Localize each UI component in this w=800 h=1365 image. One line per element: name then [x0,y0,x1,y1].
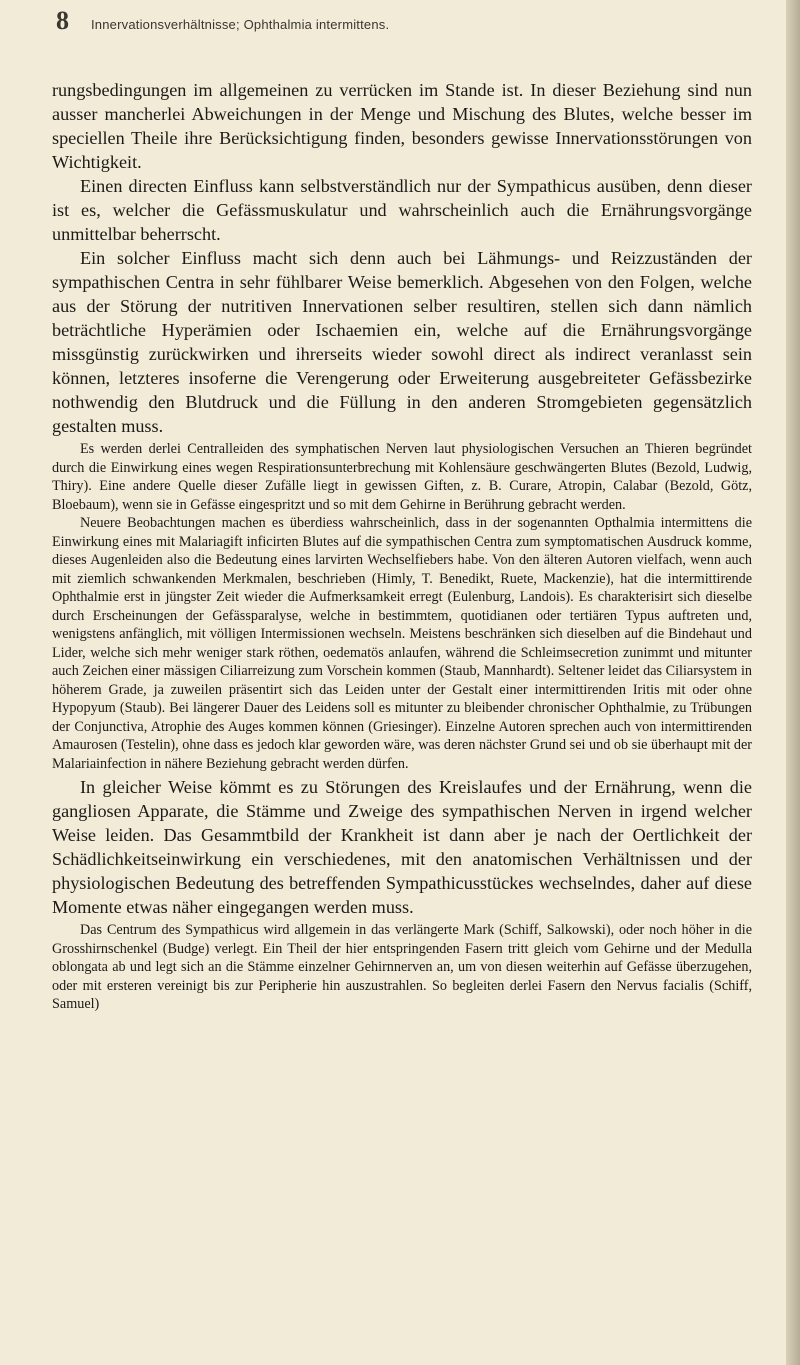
small-print-block-2 [52,921,752,1014]
small-print-block-1 [52,440,752,773]
paragraph-2: Einen directen Einfluss kann selbstverständlich nur der Sympathicus ausüben, denn dieser ist es, welcher die Gefässmuskulatur und wahrscheinlich auch die Ernährungsvorgänge unmittelbar beherrscht. [52,176,752,244]
running-head [52,0,752,40]
main-text-2 [52,775,752,919]
paragraph-6: In gleicher Weise kömmt es zu Störungen des Kreislaufes und der Ernährung, wenn die gangliosen Apparate, die Stämme und Zweige des sympathischen Nerven in irgend welcher Weise leiden. Das Gesammtbild der Krankheit ist dann aber je nach der Oertlichkeit der Schädlichkeitseinwirkung ein verschiedenes, mit den anatomischen Verhältnissen und der physiologischen Bedeutung des betreffenden Sympathicusstückes wechselndes, daher auf diese Momente etwas näher eingegangen werden muss. [52,777,752,917]
page-edge [786,0,800,1365]
paragraph-3: Ein solcher Einfluss macht sich denn auch bei Lähmungs- und Reizzuständen der sympathischen Centra in sehr fühlbarer Weise bemerklich. Abgesehen von den Folgen, welche aus der Störung der nutritiven Innervationen selber resultiren, stellen sich dann nämlich beträchtliche Hyperämien oder Ischaemien ein, welche auf die Ernährungsvorgänge missgünstig zurückwirken und ihrerseits wieder sowohl direct als indirect veranlasst sein können, letzteres insoferne die Verengerung oder Erweiterung ausgebreiteter Gefässbezirke nothwendig den Blutdruck und die Füllung in den anderen Stromgebieten gegensätzlich gestalten muss. [52,248,752,436]
page-number: 8 [56,6,69,35]
paragraph-4: Es werden derlei Centralleiden des symphatischen Nerven laut physiologischen Versuchen an Thieren begründet durch die Einwirkung eines wegen Respirationsunterbrechung mit Kohlensäure geschwängerten Blutes (Bezold, Ludwig, Thiry). Eine andere Quelle dieser Zufälle liegt in gewissen Giften, z. B. Curare, Atropin, Calabar (Bezold, Götz, Bloebaum), wenn sie in Gefässe eingespritzt und so mit dem Gehirne in Berührung gebracht werden. [52,441,752,513]
running-head-title: Innervationsverhältnisse; Ophthalmia intermittens. [91,17,390,32]
paragraph-1: rungsbedingungen im allgemeinen zu verrücken im Stande ist. In dieser Beziehung sind nun ausser mancherlei Abweichungen in der Menge und Mischung des Blutes, welche besser im speciellen Theile ihre Berücksichtigung finden, besonders gewisse Innervationsstörungen von Wichtigkeit. [52,80,752,172]
paragraph-5: Neuere Beobachtungen machen es überdiess wahrscheinlich, dass in der sogenannten Opthalmia intermittens die Einwirkung eines mit Malariagift inficirten Blutes auf die sympathischen Centra zum symptomatischen Ausdruck komme, dieses Augenleiden also die Bedeutung eines larvirten Wechselfiebers habe. Von den älteren Autoren vielfach, wenn auch mit ziemlich schwankenden Merkmalen, beschrieben (Himly, T. Benedikt, Ruete, Mackenzie), hat die intermittirende Ophthalmie erst in jüngster Zeit wieder die Aufmerksamkeit erregt (Eulenburg, Landois). Es charakterisirt sich dieselbe durch Erscheinungen der Gefässparalyse, welche in bestimmtem, quotidianen oder tertiären Typus auftreten und, wenigstens anfänglich, mit völligen Intermissionen wechseln. Meistens beschränken sich dieselben auf die Bindehaut und Lider, welche sich mehr weniger stark röthen, oedematös anlaufen, während die Schleimsecretion zunimmt und mitunter auch Zeichen einer mässigen Ciliarreizung zum Vorschein kommen (Staub, Mannhardt). Seltener leidet das Ciliarsystem in höherem Grade, ja zuweilen präsentirt sich das Leiden unter der Gestalt einer intermittirenden Iritis mit oder ohne Hypopyum (Staub). Bei längerer Dauer des Leidens soll es mitunter zu bleibender chronischer Ophthalmie, zu Trübungen der Conjunctiva, Atrophie des Auges kommen können (Griesinger). Einzelne Autoren sprechen auch von intermittirenden Amaurosen (Testelin), ohne dass es jedoch klar geworden wäre, was deren nächster Grund sei und ob sie überhaupt mit der Malariainfection in nähere Beziehung gebracht werden dürfen. [52,515,752,772]
book-page [52,0,752,1016]
main-text [52,78,752,438]
paragraph-7: Das Centrum des Sympathicus wird allgemein in das verlängerte Mark (Schiff, Salkowski), oder noch höher in die Grosshirnschenkel (Budge) verlegt. Ein Theil der hier entspringenden Fasern tritt gleich vom Gehirne und der Medulla oblongata ab und legt sich an die Stämme einzelner Gehirnnerven an, um von diesen weiterhin auf Gefässe überzugehen, oder mit ersteren vereinigt bis zur Peripherie hin auszustrahlen. So begleiten derlei Fasern den Nervus facialis (Schiff, Samuel) [52,922,752,1012]
